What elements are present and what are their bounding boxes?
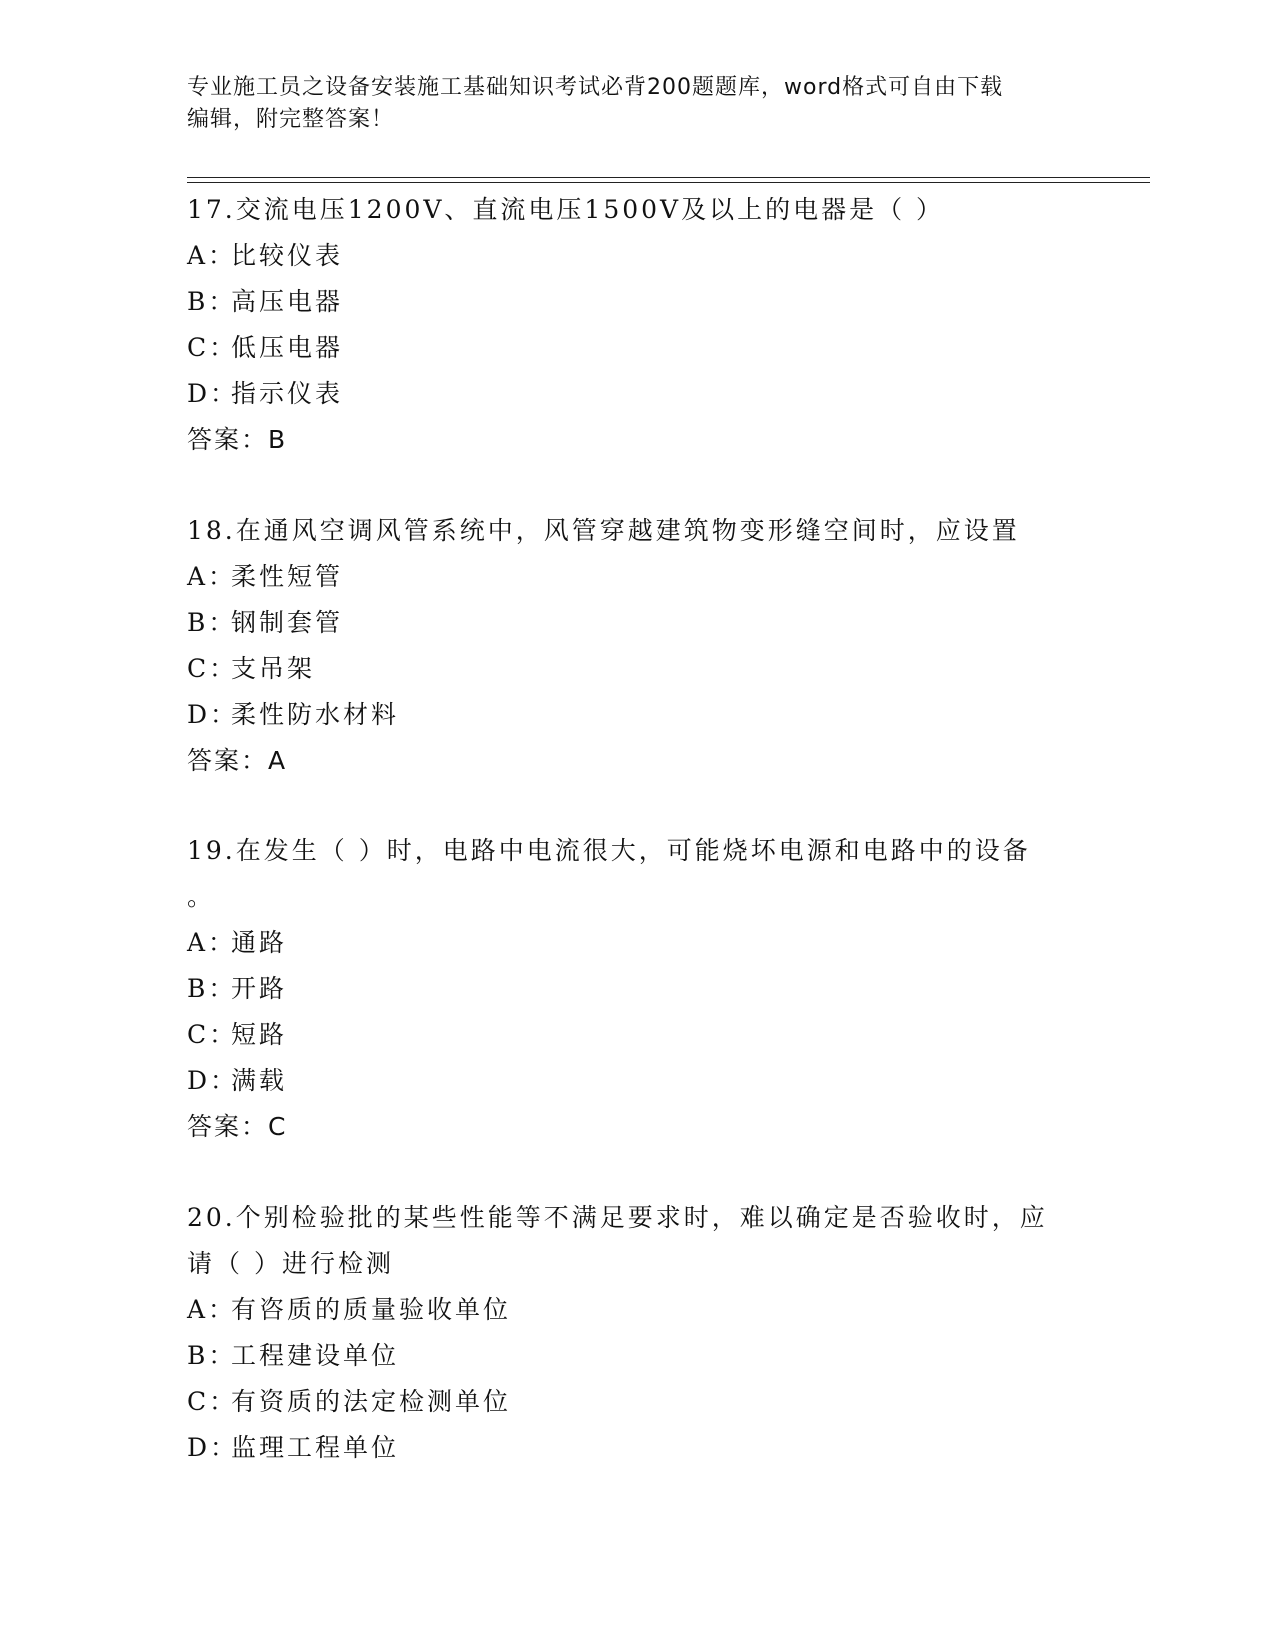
option-text: 有资质的法定检测单位 [231, 1387, 512, 1416]
option-key: B： [187, 974, 237, 1003]
option-c [187, 325, 1087, 371]
answer-line: 答案：A [187, 746, 288, 775]
option-text: 有咨质的质量验收单位 [231, 1295, 512, 1324]
option-key: C： [187, 654, 238, 683]
question-stem-continued: 请（ ）进行检测 [187, 1249, 394, 1278]
option-b [187, 966, 1087, 1012]
option-a [187, 233, 1087, 279]
document-header [187, 72, 1067, 136]
question-stem: 18.在通风空调风管系统中，风管穿越建筑物变形缝空间时，应设置 [187, 516, 1020, 545]
option-d [187, 371, 1087, 417]
option-b [187, 1333, 1087, 1379]
option-text: 通路 [231, 928, 288, 957]
question-stem: 20.个别检验批的某些性能等不满足要求时，难以确定是否验收时，应 [187, 1203, 1048, 1232]
option-b [187, 600, 1087, 646]
option-b [187, 279, 1087, 325]
option-c [187, 1379, 1087, 1425]
option-text: 开路 [231, 974, 288, 1003]
option-text: 短路 [231, 1020, 288, 1049]
question-stem: 17.交流电压1200V、直流电压1500V及以上的电器是（ ） [187, 195, 945, 224]
option-text: 指示仪表 [231, 379, 344, 408]
option-key: C： [187, 1387, 238, 1416]
option-text: 低压电器 [231, 333, 344, 362]
option-text: 支吊架 [231, 654, 316, 683]
answer-line: 答案：C [187, 1112, 288, 1141]
option-key: A： [187, 1295, 237, 1324]
option-text: 满载 [231, 1066, 288, 1095]
question-17 [187, 187, 1087, 463]
option-d [187, 1425, 1087, 1471]
option-c [187, 1012, 1087, 1058]
answer-line: 答案：B [187, 425, 288, 454]
option-key: B： [187, 1341, 237, 1370]
option-key: D： [187, 700, 239, 729]
question-19 [187, 828, 1087, 1150]
option-a [187, 920, 1087, 966]
header-title-line-1: 专业施工员之设备安装施工基础知识考试必背200题题库，word格式可自由下载 [187, 75, 1004, 100]
option-key: D： [187, 1066, 239, 1095]
header-divider-bottom [187, 182, 1150, 183]
option-key: B： [187, 287, 237, 316]
option-text: 工程建设单位 [231, 1341, 400, 1370]
option-text: 监理工程单位 [231, 1433, 400, 1462]
question-stem-continued: 。 [187, 882, 216, 911]
option-a [187, 1287, 1087, 1333]
option-d [187, 692, 1087, 738]
header-title-line-2: 编辑，附完整答案！ [187, 107, 395, 132]
question-20 [187, 1195, 1087, 1471]
option-key: A： [187, 562, 237, 591]
option-c [187, 646, 1087, 692]
question-18 [187, 508, 1087, 784]
option-key: A： [187, 928, 237, 957]
option-key: D： [187, 379, 239, 408]
option-text: 高压电器 [231, 287, 344, 316]
option-text: 柔性短管 [231, 562, 344, 591]
option-a [187, 554, 1087, 600]
option-text: 比较仪表 [231, 241, 344, 270]
question-stem: 19.在发生（ ）时，电路中电流很大，可能烧坏电源和电路中的设备 [187, 836, 1031, 865]
option-key: C： [187, 1020, 238, 1049]
option-text: 钢制套管 [231, 608, 344, 637]
option-key: B： [187, 608, 237, 637]
header-divider-top [187, 177, 1150, 178]
option-key: C： [187, 333, 238, 362]
option-key: D： [187, 1433, 239, 1462]
option-d [187, 1058, 1087, 1104]
option-text: 柔性防水材料 [231, 700, 400, 729]
option-key: A： [187, 241, 237, 270]
